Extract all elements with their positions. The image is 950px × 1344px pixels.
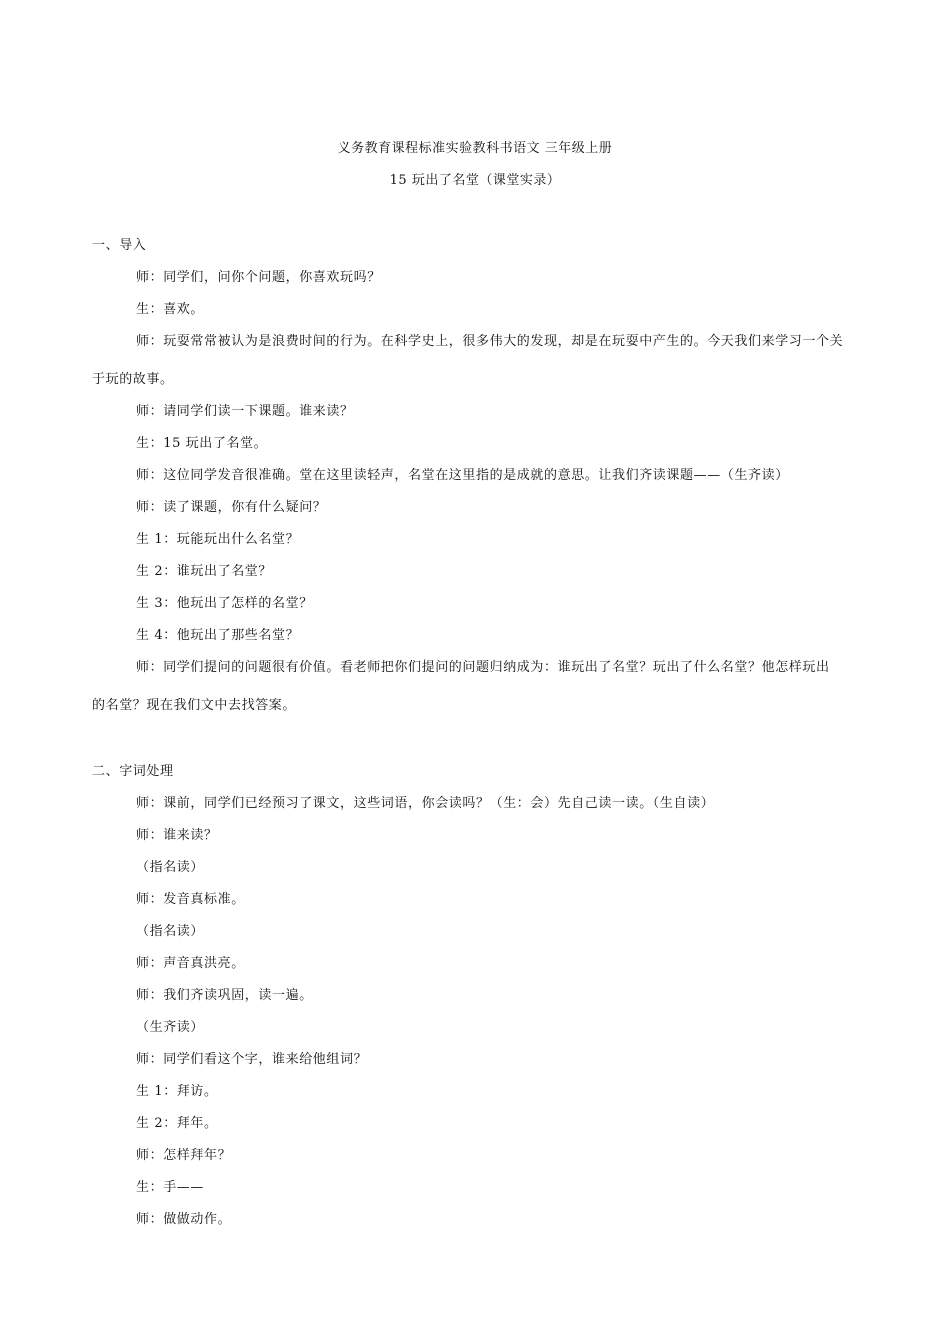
dialogue-line: 生 2：谁玩出了名堂？ (136, 564, 273, 579)
stage-direction: （指名读） (136, 924, 205, 939)
section-heading-intro: 一、导入 (92, 238, 147, 253)
dialogue-line: 师：声音真洪亮。 (136, 956, 245, 971)
dialogue-line: 生：15 玩出了名堂。 (136, 436, 268, 451)
dialogue-line: 生：喜欢。 (136, 302, 205, 317)
dialogue-line: 生 3：他玩出了怎样的名堂？ (136, 596, 313, 611)
dialogue-line: 师：玩耍常常被认为是浪费时间的行为。在科学史上，很多伟大的发现，却是在玩耍中产生的。今天我们来学习一个关 (136, 334, 844, 349)
dialogue-line: 生 2：拜年。 (136, 1116, 218, 1131)
document-title: 义务教育课程标准实验教科书语文 三年级上册 (337, 141, 613, 156)
dialogue-line: 师：发音真标准。 (136, 892, 245, 907)
document-subtitle: 15 玩出了名堂（课堂实录） (389, 173, 561, 188)
dialogue-line: 生 1：玩能玩出什么名堂？ (136, 532, 300, 547)
section-heading-vocabulary: 二、字词处理 (92, 764, 174, 779)
dialogue-line-continuation: 于玩的故事。 (92, 372, 174, 387)
stage-direction: （指名读） (136, 860, 205, 875)
dialogue-line: 师：做做动作。 (136, 1212, 232, 1227)
dialogue-line: 生 1：拜访。 (136, 1084, 218, 1099)
dialogue-line-continuation: 的名堂？现在我们文中去找答案。 (92, 698, 297, 713)
dialogue-line: 师：课前，同学们已经预习了课文，这些词语，你会读吗？（生：会）先自己读一读。（生自读） (136, 796, 715, 811)
dialogue-line: 师：怎样拜年？ (136, 1148, 232, 1163)
dialogue-line: 师：读了课题，你有什么疑问？ (136, 500, 327, 515)
dialogue-line: 师：同学们看这个字，谁来给他组词？ (136, 1052, 368, 1067)
dialogue-line: 生：手—— (136, 1180, 204, 1195)
dialogue-line: 师：请同学们读一下课题。谁来读？ (136, 404, 354, 419)
dialogue-line: 生 4：他玩出了那些名堂？ (136, 628, 300, 643)
dialogue-line: 师：同学们提问的问题很有价值。看老师把你们提问的问题归纳成为：谁玩出了名堂？玩出了什么名堂？他怎样玩出 (136, 660, 830, 675)
dialogue-line: 师：这位同学发音很准确。堂在这里读轻声，名堂在这里指的是成就的意思。让我们齐读课题——（生齐读） (136, 468, 789, 483)
dialogue-line: 师：谁来读？ (136, 828, 218, 843)
dialogue-line: 师：同学们，问你个问题，你喜欢玩吗？ (136, 270, 381, 285)
stage-direction: （生齐读） (136, 1020, 205, 1035)
dialogue-line: 师：我们齐读巩固，读一遍。 (136, 988, 313, 1003)
